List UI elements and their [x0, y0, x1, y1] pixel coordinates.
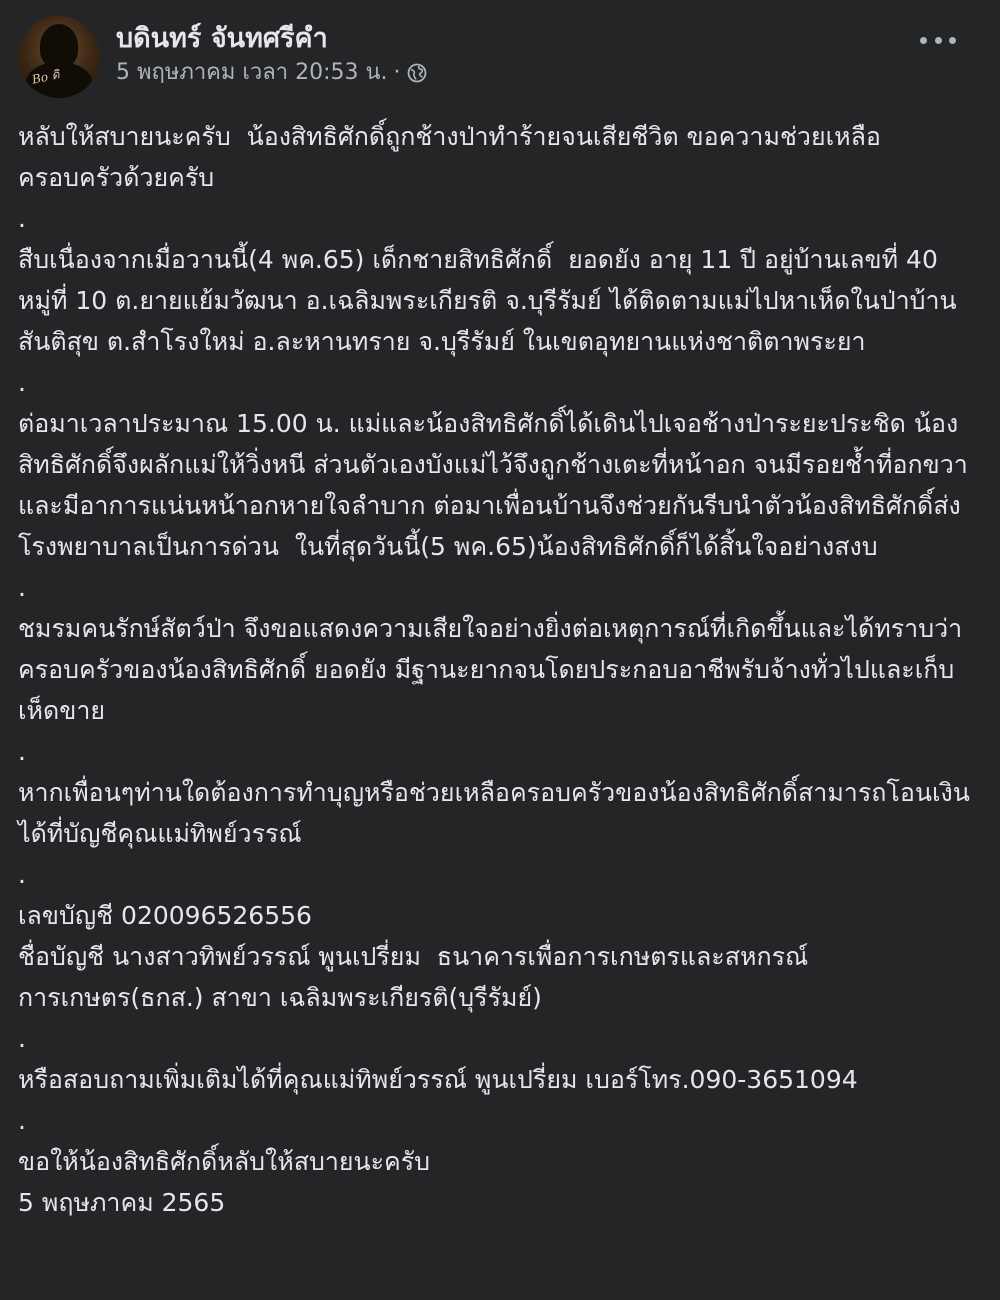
post-paragraph-5: หากเพื่อนๆท่านใดต้องการทำบุญหรือช่วยเหลือครอบครัวของน้องสิทธิศักดิ์สามารถโอนเงินได้ที่บัญชีคุณแม่ทิพย์วรรณ์ — [18, 778, 970, 848]
author-name[interactable]: บดินทร์ จันทศรีคำ — [116, 23, 328, 54]
bank-account-details: เลขบัญชี 020096526556 ชื่อบัญชี นางสาวทิพย์วรรณ์ พูนเปรี่ยม ธนาคารเพื่อการเกษตรและสหกรณ์การเกษตร(ธกส.) สาขา เฉลิมพระเกียรติ(บุรีรัมย์) — [18, 901, 809, 1012]
post-paragraph-4: ชมรมคนรักษ์สัตว์ป่า จึงขอแสดงความเสียใจอย่างยิ่งต่อเหตุการณ์ที่เกิดขึ้นและได้ทราบว่าครอบครัวของน้องสิทธิศักดิ์ ยอดยัง มีฐานะยากจนโดยประกอบอาชีพรับจ้างทั่วไปและเก็บเห็ดขาย — [18, 614, 963, 725]
paragraph-separator: . — [18, 737, 26, 766]
post-paragraph-1: หลับให้สบายนะครับ น้องสิทธิศักดิ์ถูกช้างป่าทำร้ายจนเสียชีวิต ขอความช่วยเหลือครอบครัวด้วยครับ — [18, 122, 881, 192]
post-subline — [116, 58, 427, 88]
more-dot — [935, 37, 942, 44]
closing-paragraph: ขอให้น้องสิทธิศักดิ์หลับให้สบายนะครับ 5 พฤษภาคม 2565 — [18, 1147, 431, 1217]
meta-dot-separator: · — [393, 60, 401, 85]
author-avatar[interactable] — [18, 16, 100, 98]
post-body — [18, 116, 984, 1223]
post-paragraph-2: สืบเนื่องจากเมื่อวานนี้(4 พค.65) เด็กชายสิทธิศักดิ์ ยอดยัง อายุ 11 ปี อยู่บ้านเลขที่ 40 หมู่ที่ 10 ต.ยายแย้มวัฒนา อ.เฉลิมพระเกียรติ จ.บุรีรัมย์ ได้ติดตามแม่ไปหาเห็ดในป่าบ้านสันติสุข ต.สำโรงใหม่ อ.ละหานทราย จ.บุรีรัมย์ ในเขตอุทยานแห่งชาติตาพระยา — [18, 245, 957, 356]
post-timestamp[interactable]: 5 พฤษภาคม เวลา 20:53 น. — [116, 60, 388, 85]
paragraph-separator: . — [18, 573, 26, 602]
post-paragraph-3: ต่อมาเวลาประมาณ 15.00 น. แม่และน้องสิทธิศักดิ์ได้เดินไปเจอช้างป่าระยะประชิด น้องสิทธิศักดิ์จึงผลักแม่ให้วิ่งหนี ส่วนตัวเองบังแม่ไว้จึงถูกช้างเตะที่หน้าอก จนมีรอยช้ำที่อกขวา และมีอาการแน่นหน้าอกหายใจลำบาก ต่อมาเพื่อนบ้านจึงช่วยกันรีบนำตัวน้องสิทธิศักดิ์ส่งโรงพยาบาลเป็นการด่วน ในที่สุดวันนี้(5 พค.65)น้องสิทธิศักดิ์ก็ได้สิ้นใจอย่างสงบ — [18, 409, 984, 561]
paragraph-separator: . — [18, 204, 26, 233]
more-dot — [949, 37, 956, 44]
post-meta — [116, 22, 427, 88]
globe-icon[interactable] — [407, 63, 427, 83]
contact-phone: หรือสอบถามเพิ่มเติมได้ที่คุณแม่ทิพย์วรรณ์ พูนเปรี่ยม เบอร์โทร.090-3651094 — [18, 1065, 858, 1094]
paragraph-separator: . — [18, 1024, 26, 1053]
paragraph-separator: . — [18, 1106, 26, 1135]
more-options-icon[interactable] — [920, 30, 956, 50]
more-dot — [920, 37, 927, 44]
post-header — [18, 16, 427, 98]
paragraph-separator: . — [18, 368, 26, 397]
paragraph-separator: . — [18, 860, 26, 889]
avatar-signature: Bo ดิ — [30, 67, 61, 87]
